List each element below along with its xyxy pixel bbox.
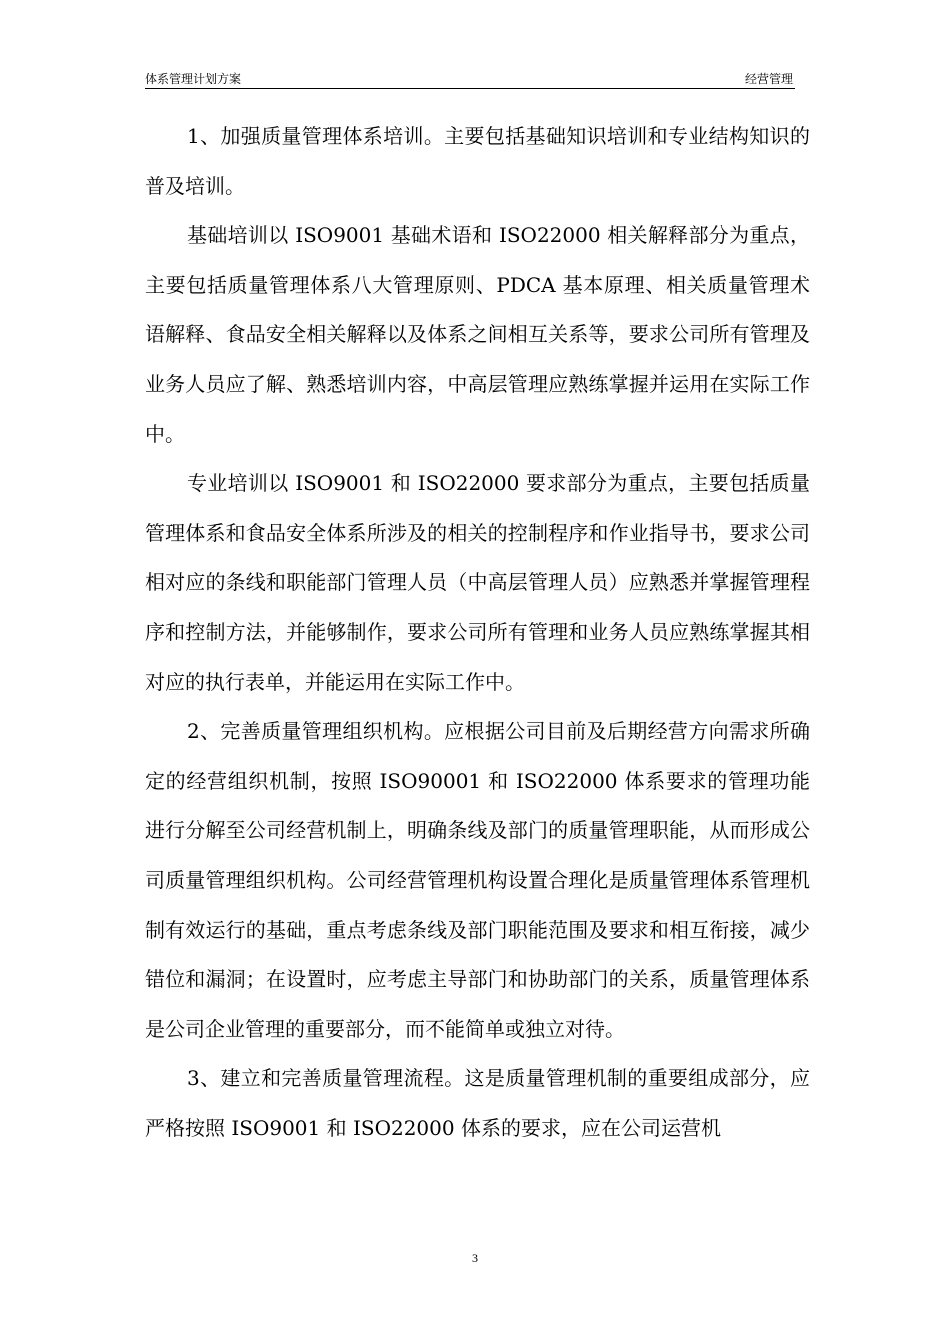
paragraph-professional-training: 专业培训以 ISO9001 和 ISO22000 要求部分为重点，主要包括质量管理体系和食品安全体系所涉及的相关的控制程序和作业指导书，要求公司相对应的条线和职能部门管理人员（中高层管理人员）应熟悉并掌握管理程序和控制方法，并能够制作，要求公司所有管理和业务人员应熟练掌握其相对应的执行表单，并能运用在实际工作中。	[145, 471, 810, 694]
paragraph-training: 1、加强质量管理体系培训。主要包括基础知识培训和专业结构知识的普及培训。	[145, 124, 810, 198]
paragraph-process: 3、建立和完善质量管理流程。这是质量管理机制的重要组成部分，应严格按照 ISO9001 和 ISO22000 体系的要求，应在公司运营机	[145, 1066, 810, 1140]
page-header	[145, 70, 795, 89]
header-title: 体系管理计划方案	[145, 72, 242, 86]
paragraph-organization: 2、完善质量管理组织机构。应根据公司目前及后期经营方向需求所确定的经营组织机制，按照 ISO90001 和 ISO22000 体系要求的管理功能进行分解至公司经营机制上，明确条线及部门的质量管理职能，从而形成公司质量管理组织机构。公司经营管理机构设置合理化是质量管理体系管理机制有效运行的基础，重点考虑条线及部门职能范围及要求和相互衔接，减少错位和漏洞；在设置时，应考虑主导部门和协助部门的关系，质量管理体系是公司企业管理的重要部分，而不能简单或独立对待。	[145, 719, 810, 1041]
paragraph-basic-training: 基础培训以 ISO9001 基础术语和 ISO22000 相关解释部分为重点，主要包括质量管理体系八大管理原则、PDCA 基本原理、相关质量管理术语解释、食品安全相关解释以及体系之间相互关系等，要求公司所有管理及业务人员应了解、熟悉培训内容，中高层管理应熟练掌握并运用在实际工作中。	[145, 223, 810, 446]
page-number: 3	[472, 1251, 478, 1265]
header-section: 经营管理	[744, 72, 793, 86]
body-text	[145, 112, 810, 1153]
